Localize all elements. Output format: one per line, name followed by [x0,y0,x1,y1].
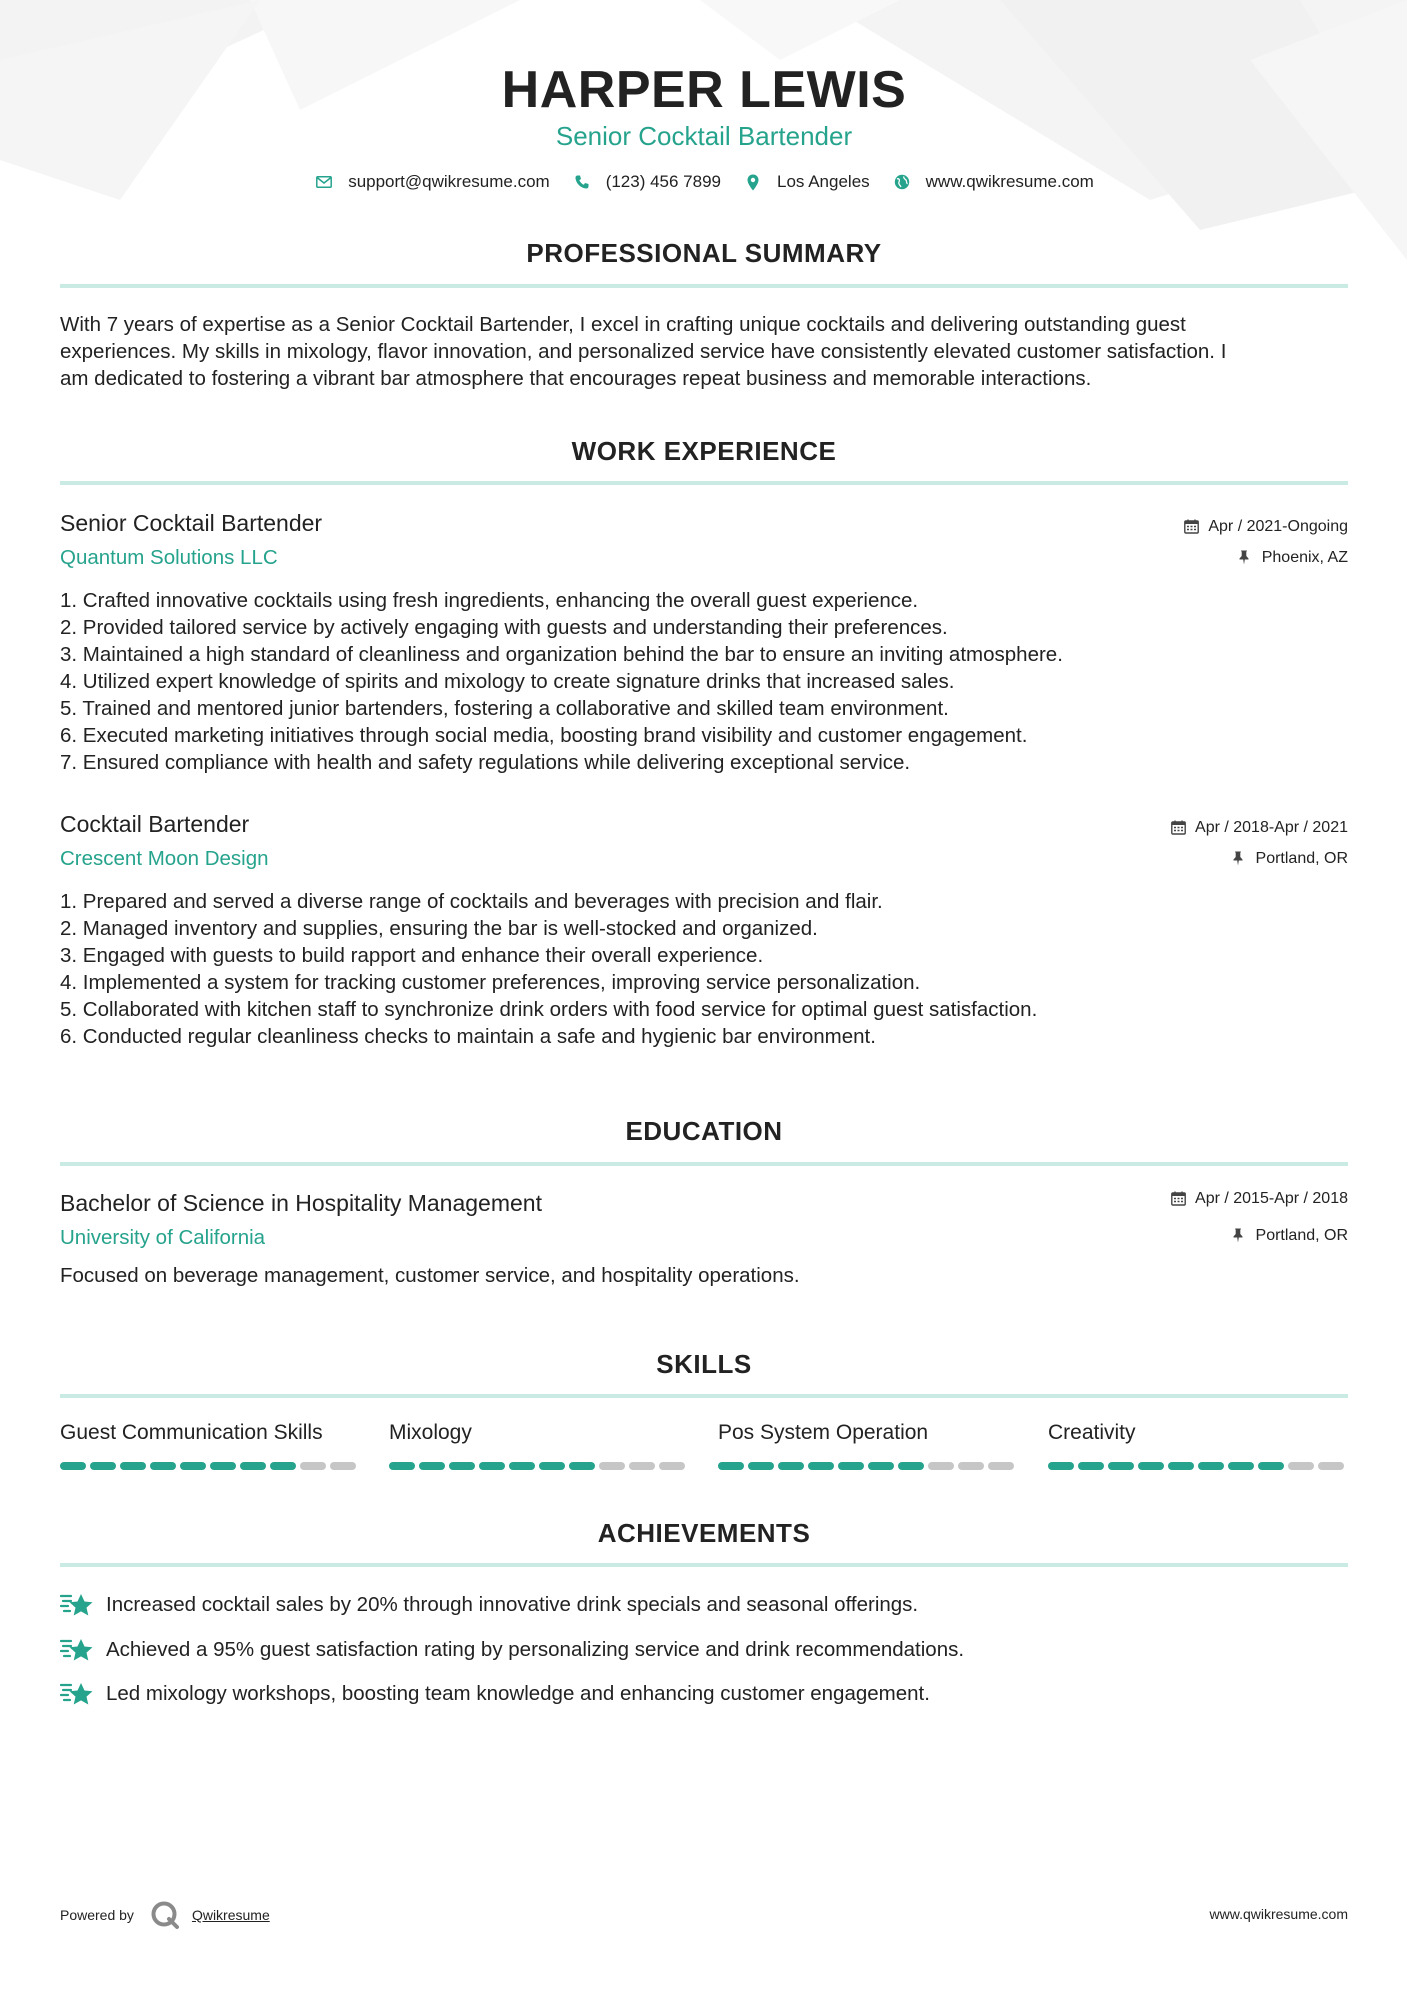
candidate-name: HARPER LEWIS [501,61,907,119]
company-name: Crescent Moon Design [60,847,269,870]
skill-segment-empty [300,1462,326,1470]
website-text: www.qwikresume.com [925,172,1094,191]
experience-divider [60,481,1348,485]
skill-segment-filled [120,1462,146,1470]
star-badge-icon [60,1636,94,1664]
qwikresume-logo-icon [150,1900,180,1930]
skill-segment-filled [1108,1462,1134,1470]
skill-level-bar [1048,1462,1348,1470]
contact-email[interactable] [314,172,550,192]
skill-segment-filled [150,1462,176,1470]
achievement-text: Led mixology workshops, boosting team knowledge and enhancing customer engagement. [106,1682,930,1705]
skills-divider [60,1394,1348,1398]
skill-segment-filled [449,1462,475,1470]
list-item: 5. Collaborated with kitchen staff to synchronize drink orders with food service for optimal guest satisfaction. [60,998,1038,1021]
skill-segment-filled [90,1462,116,1470]
skill-item [718,1420,1018,1470]
skill-segment-filled [270,1462,296,1470]
skill-segment-filled [240,1462,266,1470]
list-item: 1. Prepared and served a diverse range of cocktails and beverages with precision and flair. [60,890,883,913]
education-location [1232,1227,1348,1245]
calendar-icon [1184,519,1200,535]
summary-line: With 7 years of expertise as a Senior Cocktail Bartender, I excel in crafting unique cocktails and delivering outstanding guest [60,313,1186,336]
list-item: 4. Utilized expert knowledge of spirits and mixology to create signature drinks that increased sales. [60,670,955,693]
skill-segment-empty [659,1462,685,1470]
skill-segment-filled [539,1462,565,1470]
job-bullet-list [60,587,1348,776]
skill-segment-filled [479,1462,505,1470]
contact-website[interactable] [892,172,1094,192]
footer-website-link[interactable]: www.qwikresume.com [1209,1906,1348,1922]
job-dates [1171,819,1348,837]
skill-segment-filled [569,1462,595,1470]
dates-text: Apr / 2021-Ongoing [1208,518,1348,535]
experience-heading: WORK EXPERIENCE [571,436,837,466]
skill-segment-filled [748,1462,774,1470]
calendar-icon [1171,820,1187,836]
phone-text: (123) 456 7899 [605,172,722,191]
skill-segment-filled [60,1462,86,1470]
skill-level-bar [389,1462,689,1470]
list-item: 1. Crafted innovative cocktails using fresh ingredients, enhancing the overall guest experience. [60,589,919,612]
skill-segment-filled [898,1462,924,1470]
achievements-heading: ACHIEVEMENTS [597,1518,811,1548]
skill-segment-filled [210,1462,236,1470]
summary-line: am dedicated to fostering a vibrant bar atmosphere that encourages repeat business and memorable interactions. [60,367,1092,390]
skill-segment-filled [1078,1462,1104,1470]
location-text: Portland, OR [1255,850,1348,867]
achievement-text: Increased cocktail sales by 20% through innovative drink specials and seasonal offerings. [106,1593,919,1616]
list-item: 3. Maintained a high standard of cleanliness and organization behind the bar to ensure an inviting atmosphere. [60,643,1063,666]
skill-segment-filled [1048,1462,1074,1470]
calendar-icon [1171,1191,1187,1207]
skill-name: Pos System Operation [718,1421,929,1444]
summary-heading: PROFESSIONAL SUMMARY [526,238,882,268]
education-description: Focused on beverage management, customer service, and hospitality operations. [60,1264,800,1287]
skill-segment-filled [1138,1462,1164,1470]
pushpin-icon [1232,851,1248,867]
skill-name: Mixology [389,1421,472,1444]
dates-text: Apr / 2015-Apr / 2018 [1195,1190,1348,1207]
achievements-divider [60,1563,1348,1567]
job-location [1238,549,1348,567]
contact-phone[interactable] [572,172,721,192]
location-text: Portland, OR [1255,1227,1348,1244]
skill-name: Guest Communication Skills [60,1421,323,1444]
skill-segment-filled [808,1462,834,1470]
skill-segment-filled [180,1462,206,1470]
skill-segment-filled [509,1462,535,1470]
achievement-item [60,1591,1348,1619]
candidate-title: Senior Cocktail Bartender [555,121,853,151]
company-name: Quantum Solutions LLC [60,546,278,569]
skill-segment-filled [419,1462,445,1470]
education-dates [1171,1190,1348,1208]
achievement-text: Achieved a 95% guest satisfaction rating by personalizing service and drink recommendations. [106,1638,965,1661]
pushpin-icon [1238,550,1254,566]
achievement-item [60,1680,1348,1708]
list-item: 2. Managed inventory and supplies, ensuring the bar is well-stocked and organized. [60,917,818,940]
skill-segment-filled [1168,1462,1194,1470]
skill-item [60,1420,360,1470]
location-text: Los Angeles [777,172,870,191]
skill-level-bar [60,1462,360,1470]
skill-segment-empty [988,1462,1014,1470]
education-heading: EDUCATION [625,1116,783,1146]
pushpin-icon [1232,1228,1248,1244]
contact-bar [60,172,1348,192]
skill-item [389,1420,689,1470]
skill-segment-empty [1288,1462,1314,1470]
degree-title: Bachelor of Science in Hospitality Management [60,1190,542,1216]
phone-icon [572,172,592,192]
globe-icon [892,172,912,192]
job-location [1232,850,1348,868]
skill-segment-empty [629,1462,655,1470]
skill-name: Creativity [1048,1421,1136,1444]
education-divider [60,1162,1348,1166]
contact-location [743,172,870,192]
skills-heading: SKILLS [656,1349,752,1379]
list-item: 6. Executed marketing initiatives through social media, boosting brand visibility and customer engagement. [60,724,1028,747]
skill-segment-empty [958,1462,984,1470]
map-pin-icon [743,172,763,192]
skill-segment-filled [778,1462,804,1470]
footer-powered-by [60,1900,270,1930]
dates-text: Apr / 2018-Apr / 2021 [1195,819,1348,836]
email-text: support@qwikresume.com [348,172,550,191]
list-item: 3. Engaged with guests to build rapport and enhance their overall experience. [60,944,764,967]
skill-segment-filled [868,1462,894,1470]
star-badge-icon [60,1680,94,1708]
list-item: 2. Provided tailored service by actively engaging with guests and understanding their preferences. [60,616,948,639]
skill-segment-empty [928,1462,954,1470]
qwikresume-link[interactable]: Qwikresume [191,1907,270,1923]
school-name: University of California [60,1226,266,1249]
skill-segment-filled [718,1462,744,1470]
skill-segment-filled [1258,1462,1284,1470]
job-title: Cocktail Bartender [60,811,250,837]
list-item: 4. Implemented a system for tracking customer preferences, improving service personalization. [60,971,921,994]
job-bullet-list [60,888,1348,1050]
skill-segment-filled [1228,1462,1254,1470]
list-item: 6. Conducted regular cleanliness checks to maintain a safe and hygienic bar environment. [60,1025,876,1048]
skill-level-bar [718,1462,1018,1470]
summary-divider [60,284,1348,288]
skill-segment-filled [838,1462,864,1470]
summary-line: experiences. My skills in mixology, flavor innovation, and personalized service have consistently elevated customer satisfaction. I [60,340,1227,363]
skill-segment-empty [1318,1462,1344,1470]
powered-by-label: Powered by [60,1907,134,1923]
envelope-icon [314,172,334,192]
summary-text [60,311,1348,392]
job-dates [1184,518,1348,536]
skill-segment-empty [599,1462,625,1470]
star-badge-icon [60,1591,94,1619]
achievement-item [60,1636,1348,1664]
skill-segment-empty [330,1462,356,1470]
skill-item [1048,1420,1348,1470]
skill-segment-filled [1198,1462,1224,1470]
location-text: Phoenix, AZ [1261,549,1348,566]
list-item: 5. Trained and mentored junior bartenders, fostering a collaborative and skilled team environment. [60,697,949,720]
list-item: 7. Ensured compliance with health and safety regulations while delivering exceptional service. [60,751,911,774]
skill-segment-filled [389,1462,415,1470]
job-title: Senior Cocktail Bartender [60,510,323,536]
